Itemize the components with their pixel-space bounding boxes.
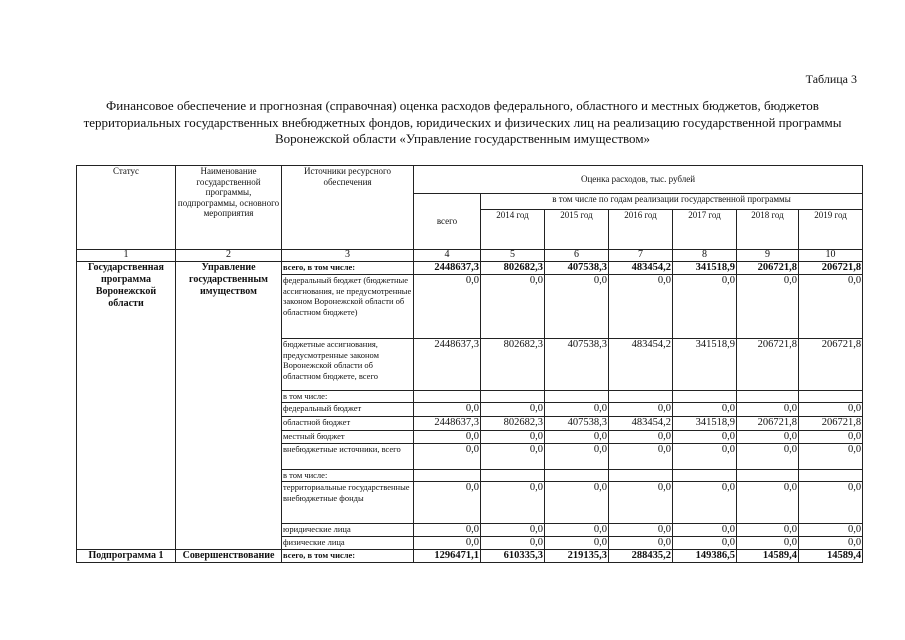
program-status: Государственная программа Воронежской области — [77, 262, 176, 550]
column-index: 3 — [282, 250, 414, 262]
value-cell: 0,0 — [609, 444, 673, 470]
value-cell: 0,0 — [799, 275, 863, 339]
value-cell: 0,0 — [414, 524, 481, 537]
header-source: Источники ресурсного обеспечения — [282, 166, 414, 250]
value-cell: 0,0 — [414, 482, 481, 524]
source-label: всего, в том числе: — [282, 262, 414, 275]
value-cell: 0,0 — [799, 537, 863, 550]
column-index: 9 — [737, 250, 799, 262]
value-cell: 0,0 — [481, 431, 545, 444]
value-cell: 483454,2 — [609, 339, 673, 391]
value-cell: 0,0 — [799, 444, 863, 470]
value-cell: 0,0 — [609, 275, 673, 339]
column-index: 1 — [77, 250, 176, 262]
column-index: 8 — [673, 250, 737, 262]
program-name: Управление государственным имуществом — [176, 262, 282, 550]
value-cell: 0,0 — [545, 275, 609, 339]
value-cell: 0,0 — [737, 403, 799, 417]
value-cell: 0,0 — [414, 275, 481, 339]
table-row — [77, 262, 863, 275]
value-cell: 206721,8 — [737, 262, 799, 275]
value-cell: 0,0 — [481, 444, 545, 470]
source-label: областной бюджет — [282, 417, 414, 431]
value-cell: 206721,8 — [799, 262, 863, 275]
value-cell: 0,0 — [799, 524, 863, 537]
value-cell: 0,0 — [414, 537, 481, 550]
value-cell: 0,0 — [673, 275, 737, 339]
value-cell: 0,0 — [737, 444, 799, 470]
value-cell: 341518,9 — [673, 417, 737, 431]
header-estimate: Оценка расходов, тыс. рублей — [414, 166, 863, 194]
value-cell: 2448637,3 — [414, 262, 481, 275]
value-cell — [673, 391, 737, 403]
value-cell: 0,0 — [673, 403, 737, 417]
source-label: местный бюджет — [282, 431, 414, 444]
value-cell: 206721,8 — [737, 339, 799, 391]
subprogram-value: 288435,2 — [609, 550, 673, 563]
value-cell — [799, 470, 863, 482]
subprogram-value: 14589,4 — [799, 550, 863, 563]
value-cell — [481, 391, 545, 403]
value-cell: 0,0 — [481, 524, 545, 537]
source-label: внебюджетные источники, всего — [282, 444, 414, 470]
source-label: федеральный бюджет — [282, 403, 414, 417]
value-cell: 0,0 — [799, 403, 863, 417]
value-cell — [414, 470, 481, 482]
value-cell — [673, 470, 737, 482]
value-cell: 483454,2 — [609, 262, 673, 275]
value-cell: 0,0 — [737, 275, 799, 339]
value-cell: 0,0 — [481, 275, 545, 339]
header-total: всего — [414, 194, 481, 250]
value-cell: 407538,3 — [545, 417, 609, 431]
value-cell: 0,0 — [414, 444, 481, 470]
header-by-years: в том числе по годам реализации государственной программы — [481, 194, 863, 210]
value-cell — [609, 470, 673, 482]
finance-table — [76, 165, 863, 563]
value-cell — [481, 470, 545, 482]
value-cell: 802682,3 — [481, 417, 545, 431]
value-cell: 0,0 — [673, 537, 737, 550]
header-year: 2014 год — [481, 210, 545, 250]
value-cell: 206721,8 — [799, 339, 863, 391]
value-cell: 0,0 — [545, 403, 609, 417]
value-cell: 0,0 — [414, 431, 481, 444]
value-cell: 0,0 — [609, 537, 673, 550]
subprogram-value: 14589,4 — [737, 550, 799, 563]
value-cell: 0,0 — [737, 482, 799, 524]
value-cell: 0,0 — [673, 524, 737, 537]
subprogram-value: 610335,3 — [481, 550, 545, 563]
value-cell: 0,0 — [545, 537, 609, 550]
value-cell: 483454,2 — [609, 417, 673, 431]
value-cell: 206721,8 — [799, 417, 863, 431]
subprogram-value: 149386,5 — [673, 550, 737, 563]
column-index: 6 — [545, 250, 609, 262]
value-cell — [799, 391, 863, 403]
value-cell: 0,0 — [673, 444, 737, 470]
header-year: 2015 год — [545, 210, 609, 250]
source-label: территориальные государственные внебюджетные фонды — [282, 482, 414, 524]
document-title: Финансовое обеспечение и прогнозная (справочная) оценка расходов федерального, областного и местных бюджетов, бюджетов территориальных государственных внебюджетных фондов, юридических и физических лиц на реализацию государственной программы Воронежской области «Управление государственным имуществом» — [83, 98, 842, 146]
value-cell: 0,0 — [737, 537, 799, 550]
value-cell: 0,0 — [609, 403, 673, 417]
value-cell: 0,0 — [737, 524, 799, 537]
subprogram-value: 219135,3 — [545, 550, 609, 563]
header-year: 2016 год — [609, 210, 673, 250]
value-cell: 0,0 — [481, 482, 545, 524]
source-label: физические лица — [282, 537, 414, 550]
value-cell: 802682,3 — [481, 262, 545, 275]
header-name: Наименование государственной программы, подпрограммы, основного мероприятия — [176, 166, 282, 250]
value-cell: 0,0 — [414, 403, 481, 417]
value-cell: 0,0 — [609, 482, 673, 524]
value-cell: 0,0 — [545, 444, 609, 470]
column-index: 5 — [481, 250, 545, 262]
value-cell — [609, 391, 673, 403]
source-label: федеральный бюджет (бюджетные ассигнования, не предусмотренные законом Воронежской области об областном бюджете) — [282, 275, 414, 339]
source-label: в том числе: — [282, 391, 414, 403]
subprogram-source: всего, в том числе: — [282, 550, 414, 563]
source-label: в том числе: — [282, 470, 414, 482]
subprogram-status: Подпрограмма 1 — [77, 550, 176, 563]
value-cell: 2448637,3 — [414, 339, 481, 391]
value-cell: 2448637,3 — [414, 417, 481, 431]
value-cell: 0,0 — [545, 482, 609, 524]
value-cell: 0,0 — [737, 431, 799, 444]
table-number: Таблица 3 — [805, 72, 857, 86]
value-cell: 0,0 — [799, 482, 863, 524]
value-cell: 206721,8 — [737, 417, 799, 431]
value-cell: 341518,9 — [673, 262, 737, 275]
source-label: юридические лица — [282, 524, 414, 537]
value-cell: 0,0 — [481, 537, 545, 550]
subprogram-name: Совершенствование — [176, 550, 282, 563]
value-cell: 341518,9 — [673, 339, 737, 391]
value-cell: 407538,3 — [545, 339, 609, 391]
column-index: 4 — [414, 250, 481, 262]
column-index: 10 — [799, 250, 863, 262]
value-cell: 0,0 — [673, 431, 737, 444]
header-status: Статус — [77, 166, 176, 250]
subprogram-value: 1296471,1 — [414, 550, 481, 563]
header-year: 2018 год — [737, 210, 799, 250]
value-cell — [545, 470, 609, 482]
column-index: 7 — [609, 250, 673, 262]
column-index: 2 — [176, 250, 282, 262]
header-year: 2017 год — [673, 210, 737, 250]
header-year: 2019 год — [799, 210, 863, 250]
value-cell: 0,0 — [799, 431, 863, 444]
value-cell — [545, 391, 609, 403]
value-cell: 0,0 — [609, 431, 673, 444]
value-cell: 0,0 — [481, 403, 545, 417]
value-cell: 0,0 — [545, 524, 609, 537]
value-cell: 0,0 — [545, 431, 609, 444]
value-cell — [737, 470, 799, 482]
value-cell — [414, 391, 481, 403]
value-cell: 407538,3 — [545, 262, 609, 275]
source-label: бюджетные ассигнования, предусмотренные законом Воронежской области об областном бюджете, всего — [282, 339, 414, 391]
value-cell — [737, 391, 799, 403]
value-cell: 802682,3 — [481, 339, 545, 391]
value-cell: 0,0 — [609, 524, 673, 537]
value-cell: 0,0 — [673, 482, 737, 524]
